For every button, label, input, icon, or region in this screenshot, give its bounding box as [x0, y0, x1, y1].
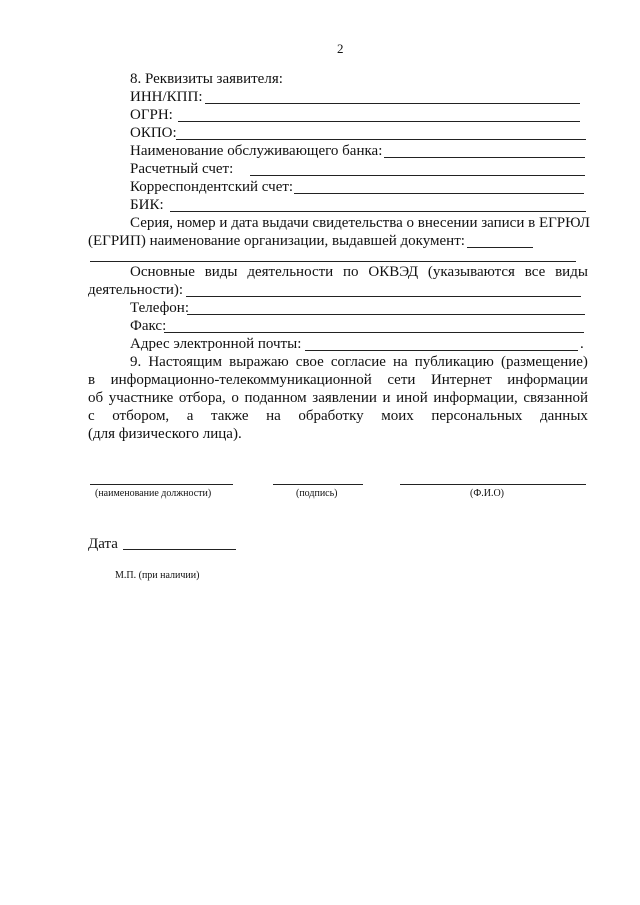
- name-field[interactable]: [400, 484, 586, 485]
- phone-label: Телефон:: [130, 300, 189, 316]
- fax-field[interactable]: [164, 332, 584, 333]
- consent-line-2: в информационно-телекоммуникационной сети Интернет информации: [88, 372, 588, 388]
- date-field[interactable]: [123, 549, 236, 550]
- position-caption: (наименование должности): [95, 488, 212, 499]
- bank-label: Наименование обслуживающего банка:: [130, 143, 383, 159]
- corr-account-field[interactable]: [294, 193, 584, 194]
- corr-account-label: Корреспондентский счет:: [130, 179, 294, 195]
- inn-label: ИНН/КПП:: [130, 89, 203, 105]
- cert-field-2[interactable]: [90, 261, 576, 262]
- bank-field[interactable]: [384, 157, 585, 158]
- email-label: Адрес электронной почты:: [130, 336, 302, 352]
- date-label: Дата: [88, 536, 118, 552]
- name-caption: (Ф.И.О): [470, 488, 505, 499]
- cert-line-2: (ЕГРИП) наименование организации, выдавшей документ:: [88, 233, 465, 249]
- ogrn-field[interactable]: [178, 121, 580, 122]
- inn-field[interactable]: [205, 103, 580, 104]
- bik-label: БИК:: [130, 197, 164, 213]
- okved-line-1: Основные виды деятельности по ОКВЭД (указываются все виды: [130, 264, 588, 280]
- phone-field[interactable]: [187, 314, 585, 315]
- signature-field[interactable]: [273, 484, 363, 485]
- account-field[interactable]: [250, 175, 585, 176]
- position-field[interactable]: [90, 484, 233, 485]
- consent-line-4: с отбором, а также на обработку моих персональных данных: [88, 408, 588, 424]
- okpo-field[interactable]: [176, 139, 586, 140]
- page-number: 2: [337, 41, 344, 56]
- bik-field[interactable]: [170, 211, 586, 212]
- consent-line-5: (для физического лица).: [88, 426, 242, 442]
- okpo-label: ОКПО:: [130, 125, 177, 141]
- cert-field-1[interactable]: [467, 247, 533, 248]
- consent-line-1: 9. Настоящим выражаю свое согласие на публикацию (размещение): [130, 354, 588, 370]
- ogrn-label: ОГРН:: [130, 107, 173, 123]
- cert-line-1: Серия, номер и дата выдачи свидетельства о внесении записи в ЕГРЮЛ: [130, 215, 590, 231]
- consent-line-3: об участнике отбора, о поданном заявлении и иной информации, связанной: [88, 390, 588, 406]
- okved-field[interactable]: [186, 296, 581, 297]
- account-label: Расчетный счет:: [130, 161, 234, 177]
- email-end: .: [580, 336, 584, 352]
- signature-caption: (подпись): [296, 488, 338, 499]
- stamp-caption: М.П. (при наличии): [115, 570, 200, 581]
- section-8-title: 8. Реквизиты заявителя:: [130, 71, 283, 87]
- okved-line-2: деятельности):: [88, 282, 184, 298]
- email-field[interactable]: [305, 350, 578, 351]
- fax-label: Факс:: [130, 318, 167, 334]
